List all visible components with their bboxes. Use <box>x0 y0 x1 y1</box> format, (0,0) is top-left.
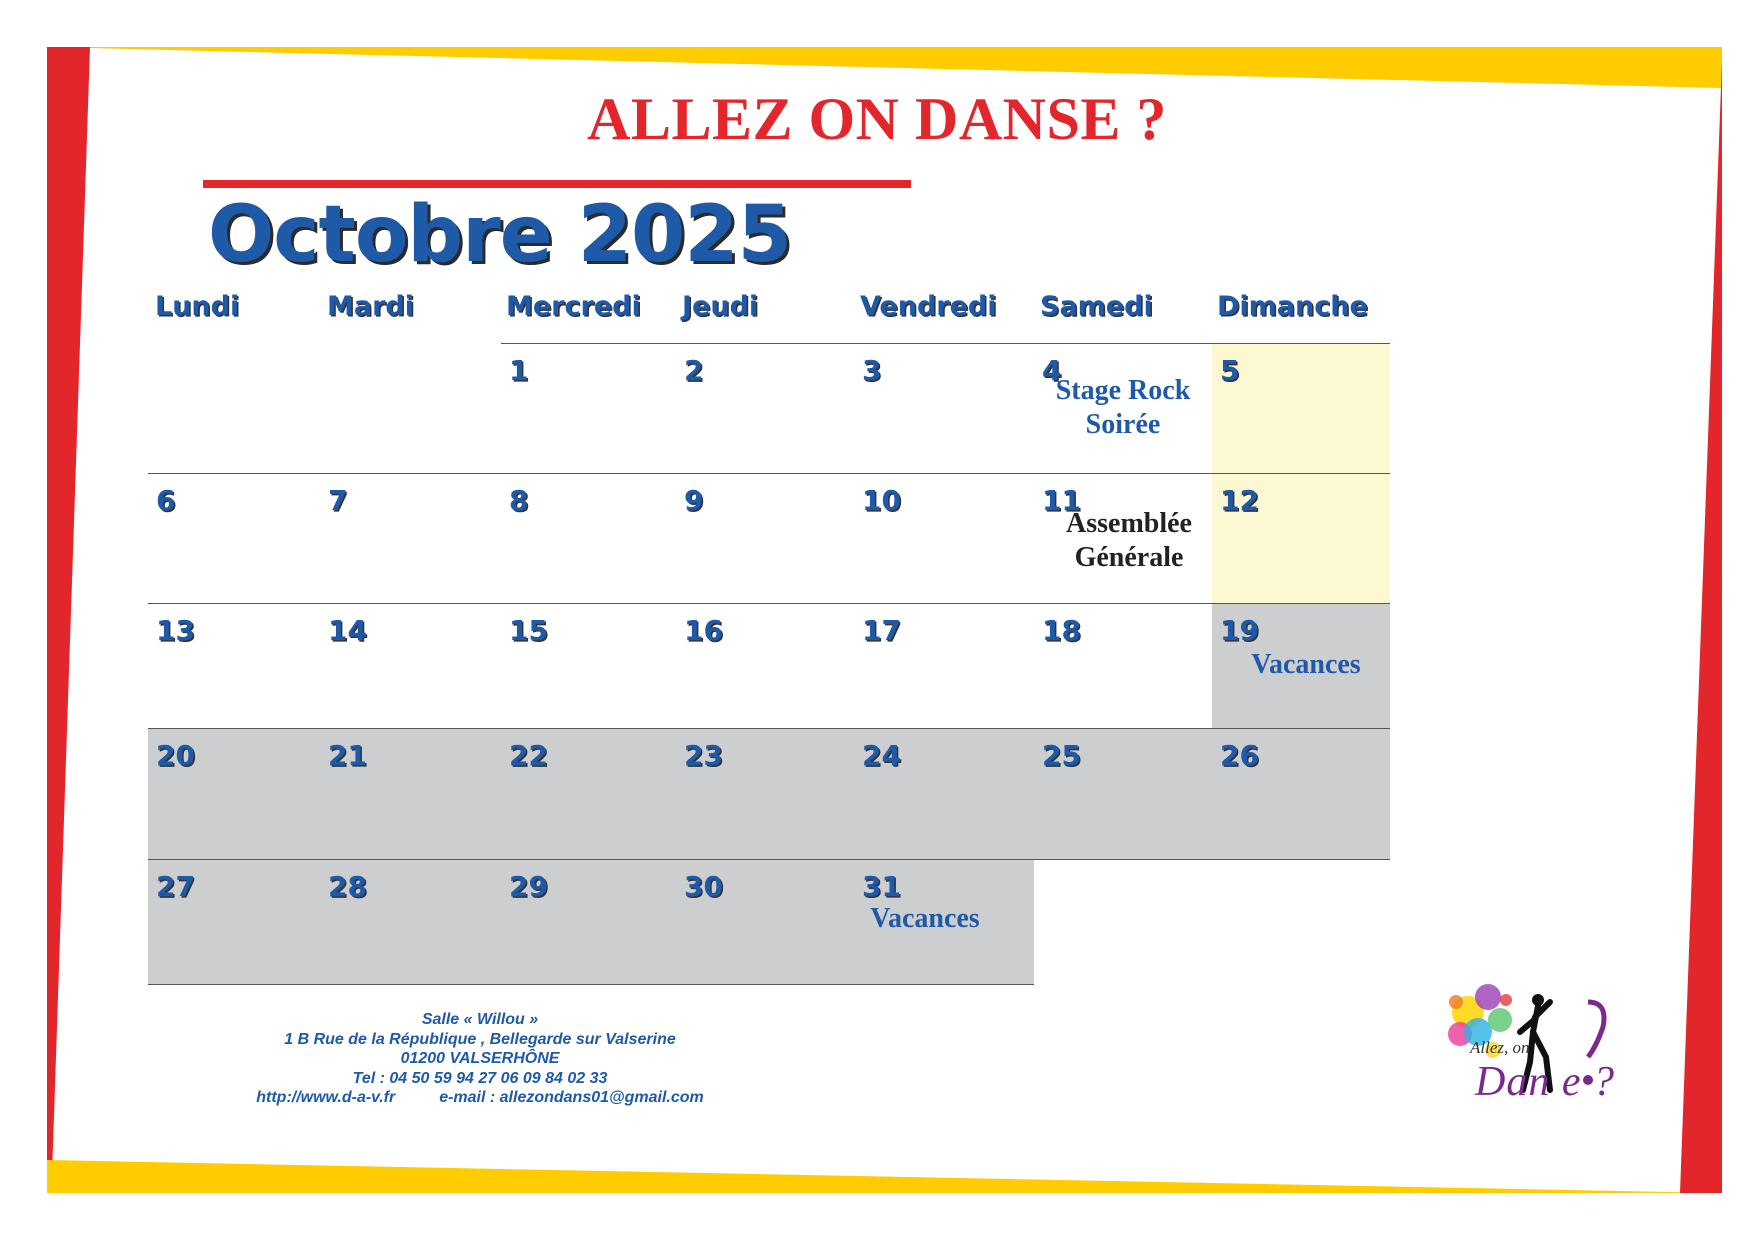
day-number: 7 <box>328 484 348 517</box>
day-number: 19 <box>1220 614 1259 647</box>
day-number: 22 <box>509 739 548 772</box>
day-cell-5[interactable] <box>1212 343 1390 473</box>
day-cell-25[interactable] <box>1034 728 1212 859</box>
day-cell-10[interactable] <box>854 473 1034 603</box>
day-number: 21 <box>328 739 367 772</box>
day-number: 15 <box>509 614 548 647</box>
title-underline <box>203 180 911 188</box>
logo-text-allez-on: Allez, on <box>1470 1038 1530 1057</box>
website-link[interactable]: http://www.d-a-v.fr <box>256 1089 396 1106</box>
day-cell-15[interactable] <box>501 603 676 728</box>
page-title: ALLEZ ON DANSE ? <box>587 86 1167 152</box>
email-link[interactable]: e-mail : allezondans01@gmail.com <box>439 1089 704 1106</box>
day-cell-14[interactable] <box>320 603 501 728</box>
logo-text-danse: Dan e ? <box>1475 1059 1615 1105</box>
weekday-mercredi: Mercredi <box>506 291 641 322</box>
event-soiree: Soirée <box>1085 409 1161 440</box>
event-generale: Générale <box>1074 542 1184 573</box>
day-cell-12[interactable] <box>1212 473 1390 603</box>
day-cell-1[interactable] <box>501 343 676 473</box>
day-number: 10 <box>862 484 901 517</box>
day-number: 25 <box>1042 739 1081 772</box>
day-number: 1 <box>509 354 529 387</box>
frame-left-red <box>47 47 90 1175</box>
grid-line <box>1034 859 1390 860</box>
day-number: 24 <box>862 739 901 772</box>
day-cell-20[interactable] <box>148 728 320 859</box>
day-cell-31[interactable] <box>854 859 1034 984</box>
day-cell-21[interactable] <box>320 728 501 859</box>
weekday-jeudi: Jeudi <box>682 291 759 322</box>
day-cell-7[interactable] <box>320 473 501 603</box>
weekday-dimanche: Dimanche <box>1217 291 1368 322</box>
day-cell-3[interactable] <box>854 343 1034 473</box>
day-cell-16[interactable] <box>676 603 854 728</box>
day-cell-4[interactable] <box>1034 343 1212 473</box>
event-vacances: Vacances <box>1251 649 1361 680</box>
day-number: 8 <box>509 484 529 517</box>
day-number: 28 <box>328 870 367 903</box>
day-number: 14 <box>328 614 367 647</box>
day-number: 4 <box>1042 354 1062 387</box>
day-cell-26[interactable] <box>1212 728 1390 859</box>
day-number: 31 <box>862 870 901 903</box>
city-line: 01200 VALSERHÔNE <box>400 1050 560 1067</box>
day-cell-23[interactable] <box>676 728 854 859</box>
day-cell-27[interactable] <box>148 859 320 984</box>
day-number: 11 <box>1042 484 1081 517</box>
month-title: Octobre 2025 <box>208 190 791 280</box>
day-cell-11[interactable] <box>1034 473 1212 603</box>
day-number: 23 <box>684 739 723 772</box>
venue-name: Salle « Willou » <box>421 1011 539 1028</box>
weekday-vendredi: Vendredi <box>860 291 997 322</box>
day-number: 17 <box>862 614 901 647</box>
day-cell-13[interactable] <box>148 603 320 728</box>
phone-line: Tel : 04 50 59 94 27 06 09 84 02 33 <box>352 1069 608 1087</box>
day-cell-2[interactable] <box>676 343 854 473</box>
event-vacances: Vacances <box>870 903 980 934</box>
day-cell-29[interactable] <box>501 859 676 984</box>
day-number: 5 <box>1220 354 1240 387</box>
day-cell-24[interactable] <box>854 728 1034 859</box>
event-assemblee: Assemblée <box>1066 508 1192 539</box>
weekday-lundi: Lundi <box>155 291 240 322</box>
day-cell-8[interactable] <box>501 473 676 603</box>
day-cell-22[interactable] <box>501 728 676 859</box>
day-cell-30[interactable] <box>676 859 854 984</box>
day-cell-19[interactable] <box>1212 603 1390 728</box>
grid-line <box>148 984 1034 985</box>
day-cell-6[interactable] <box>148 473 320 603</box>
frame-right-red <box>1680 60 1722 1193</box>
day-number: 13 <box>156 614 195 647</box>
day-number: 26 <box>1220 739 1259 772</box>
day-cell-28[interactable] <box>320 859 501 984</box>
day-number: 16 <box>684 614 723 647</box>
day-number: 18 <box>1042 614 1081 647</box>
day-number: 3 <box>862 354 882 387</box>
weekday-samedi: Samedi <box>1040 291 1153 322</box>
contact-info <box>200 1010 760 1108</box>
day-number: 6 <box>156 484 176 517</box>
frame-top-yellow <box>47 47 1722 88</box>
day-number: 9 <box>684 484 704 517</box>
day-number: 27 <box>156 870 195 903</box>
day-number: 29 <box>509 870 548 903</box>
frame-bottom-yellow <box>47 1160 1722 1193</box>
address-line: 1 B Rue de la République , Bellegarde sur Valserine <box>284 1030 676 1048</box>
day-cell-9[interactable] <box>676 473 854 603</box>
event-stage-rock: Stage Rock <box>1055 375 1191 406</box>
day-cell-17[interactable] <box>854 603 1034 728</box>
weekday-mardi: Mardi <box>327 291 414 322</box>
day-number: 30 <box>684 870 723 903</box>
day-number: 12 <box>1220 484 1259 517</box>
day-cell-18[interactable] <box>1034 603 1212 728</box>
day-number: 20 <box>156 739 195 772</box>
day-number: 2 <box>684 354 704 387</box>
